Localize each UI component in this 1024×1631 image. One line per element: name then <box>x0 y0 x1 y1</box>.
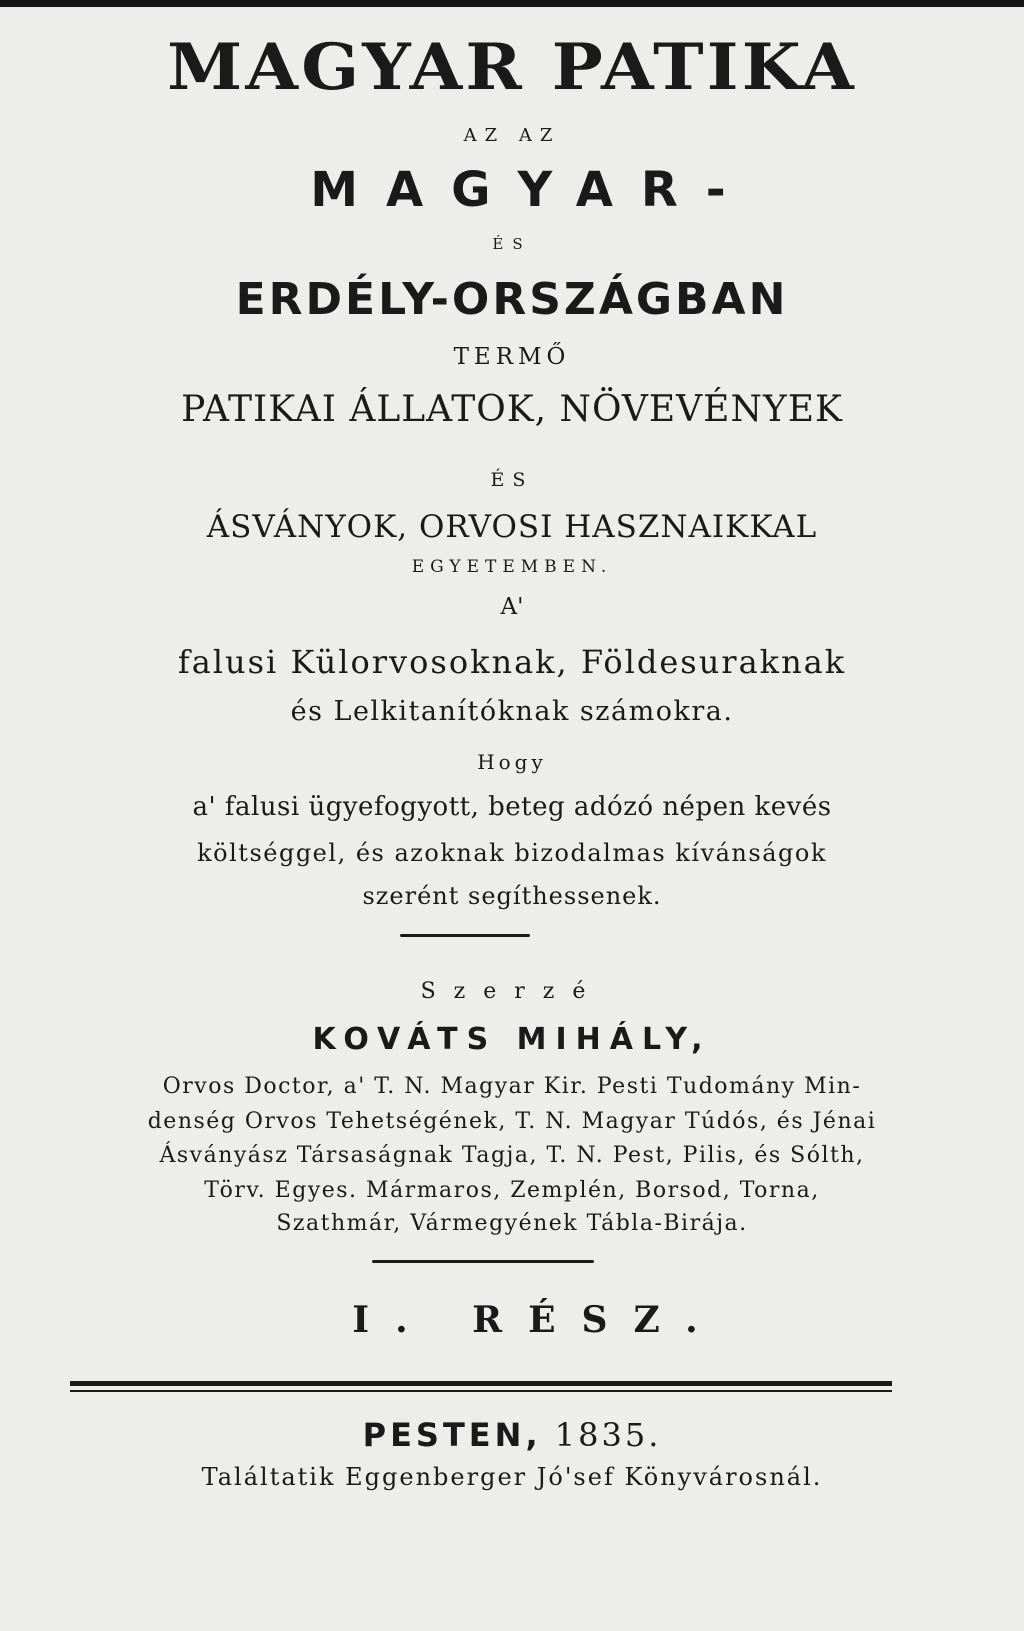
author-credentials-line: Szathmár, Vármegyének Tábla-Birája. <box>276 1211 748 1236</box>
imprint-rule-thin <box>70 1390 892 1392</box>
divider-rule <box>400 934 530 937</box>
imprint-place: PESTEN, <box>362 1416 542 1454</box>
subtitle-erdely-orszagban: ERDÉLY-ORSZÁGBAN <box>235 274 789 325</box>
author-label: Szerzé <box>420 979 604 1004</box>
part-number: I. RÉSZ. <box>352 1299 724 1341</box>
subtitle-magyar: MAGYAR- <box>310 162 754 218</box>
purpose-line-2: költséggel, és azoknak bizodalmas kívánságok <box>197 839 827 867</box>
imprint-publisher: Találtatik Eggenberger Jó'sef Könyvárosnál. <box>201 1463 823 1491</box>
subtitle-patikai-allatok: PATIKAI ÁLLATOK, NÖVEVÉNYEK <box>181 389 843 430</box>
author-name: KOVÁTS MIHÁLY, <box>312 1022 712 1057</box>
scan-top-edge <box>0 0 1024 7</box>
subtitle-termo: TERMŐ <box>453 344 571 370</box>
imprint-place-year <box>0 1416 1024 1454</box>
purpose-hogy: Hogy <box>477 750 547 774</box>
author-credentials-line: Ásványász Társaságnak Tagja, T. N. Pest, Pilis, és Sólth, <box>159 1143 865 1168</box>
author-credentials-line: Törv. Egyes. Mármaros, Zemplén, Borsod, Torna, <box>204 1178 820 1203</box>
imprint-year: 1835. <box>554 1416 662 1454</box>
subtitle-az-az: AZ AZ <box>463 125 561 146</box>
subtitle-es: ÉS <box>492 235 532 253</box>
subtitle-egyetemben: EGYETEMBEN. <box>411 557 613 577</box>
purpose-line-3: szerént segíthessenek. <box>362 882 662 910</box>
subtitle-es-2: ÉS <box>490 469 534 491</box>
main-title: MAGYAR PATIKA <box>167 30 857 105</box>
dedication-a: A' <box>500 594 524 620</box>
dedication-line-2: és Lelkitanítóknak számokra. <box>290 696 734 727</box>
divider-rule <box>372 1260 594 1263</box>
author-credentials-line: denség Orvos Tehetségének, T. N. Magyar Túdós, és Jénai <box>147 1109 877 1134</box>
author-credentials-line: Orvos Doctor, a' T. N. Magyar Kir. Pesti Tudomány Min- <box>162 1074 862 1099</box>
imprint-rule-thick <box>70 1381 892 1386</box>
subtitle-asvanyok: ÁSVÁNYOK, ORVOSI HASZNAIKKAL <box>206 509 818 545</box>
purpose-line-1: a' falusi ügyefogyott, beteg adózó népen kevés <box>192 792 832 822</box>
dedication-line-1: falusi Külorvosoknak, Földesuraknak <box>177 643 847 681</box>
